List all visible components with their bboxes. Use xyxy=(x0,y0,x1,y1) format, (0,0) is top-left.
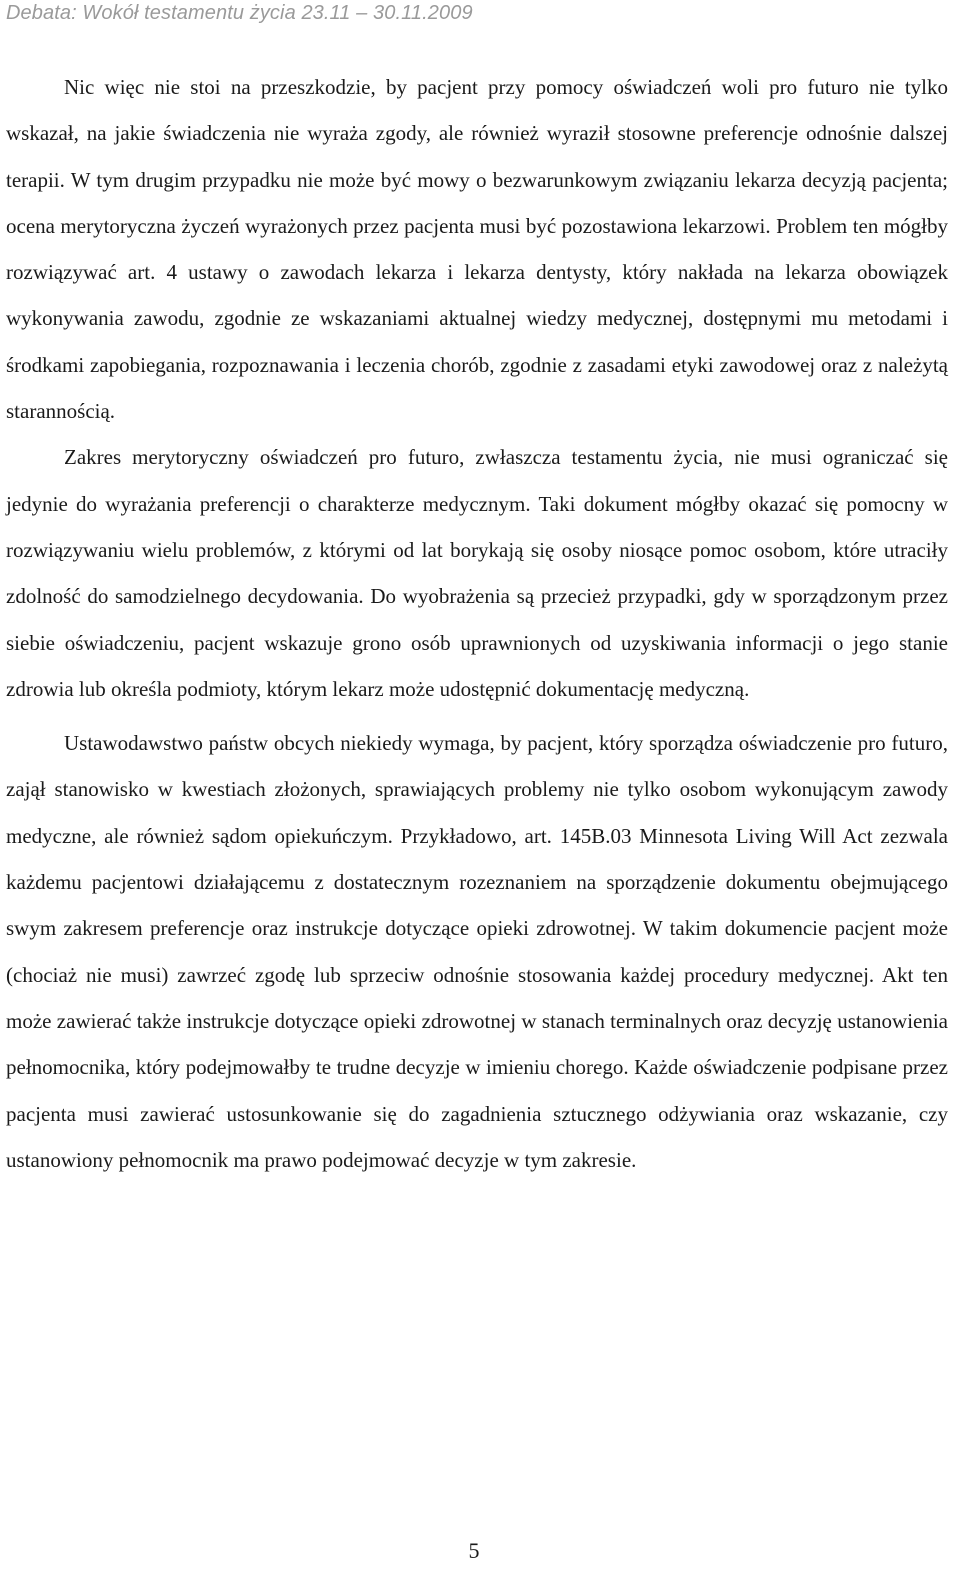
paragraph-3: Ustawodawstwo państw obcych niekiedy wymaga, by pacjent, który sporządza oświadczenie pro futuro, zajął stanowisko w kwestiach złożonych, sprawiających problemy nie tylko osobom wykonującym zawody medyczne, ale również sądom opiekuńczym. Przykładowo, art. 145B.03 Minnesota Living Will Act zezwala każdemu pacjentowi działającemu z dostatecznym rozeznaniem na sporządzenie dokumentu obejmującego swym zakresem preferencje oraz instrukcje dotyczące opieki zdrowotnej. W takim dokumencie pacjent może (chociaż nie musi) zawrzeć zgodę lub sprzeciw odnośnie stosowania każdej procedury medycznej. Akt ten może zawierać także instrukcje dotyczące opieki zdrowotnej w stanach terminalnych oraz decyzję ustanowienia pełnomocnika, który podejmowałby te trudne decyzje w imieniu chorego. Każde oświadczenie podpisane przez pacjenta musi zawierać ustosunkowanie się do zagadnienia sztucznego odżywiania oraz wskazanie, czy ustanowiony pełnomocnik ma prawo podejmować decyzje w tym zakresie. xyxy=(6,731,948,1172)
body-text xyxy=(6,64,948,1183)
paragraph-2: Zakres merytoryczny oświadczeń pro futuro, zwłaszcza testamentu życia, nie musi ograniczać się jedynie do wyrażania preferencji o charakterze medycznym. Taki dokument mógłby okazać się pomocny w rozwiązywaniu wielu problemów, z którymi od lat borykają się osoby niosące pomoc osobom, które utraciły zdolność do samodzielnego decydowania. Do wyobrażenia są przecież przypadki, gdy w sporządzonym przez siebie oświadczeniu, pacjent wskazuje grono osób uprawnionych od uzyskiwania informacji o jego stanie zdrowia lub określa podmioty, którym lekarz może udostępnić dokumentację medyczną. xyxy=(6,445,948,701)
page-number: 5 xyxy=(468,1538,480,1563)
running-header: Debata: Wokół testamentu życia 23.11 – 30.11.2009 xyxy=(6,2,473,24)
paragraph-1: Nic więc nie stoi na przeszkodzie, by pacjent przy pomocy oświadczeń woli pro futuro nie tylko wskazał, na jakie świadczenia nie wyraża zgody, ale również wyraził stosowne preferencje odnośnie dalszej terapii. W tym drugim przypadku nie może być mowy o bezwarunkowym związaniu lekarza decyzją pacjenta; ocena merytoryczna życzeń wyrażonych przez pacjenta musi być pozostawiona lekarzowi. Problem ten mógłby rozwiązywać art. 4 ustawy o zawodach lekarza i lekarza dentysty, który nakłada na lekarza obowiązek wykonywania zawodu, zgodnie ze wskazaniami aktualnej wiedzy medycznej, dostępnymi mu metodami i środkami zapobiegania, rozpoznawania i leczenia chorób, zgodnie z zasadami etyki zawodowej oraz z należytą starannością. xyxy=(6,75,948,424)
